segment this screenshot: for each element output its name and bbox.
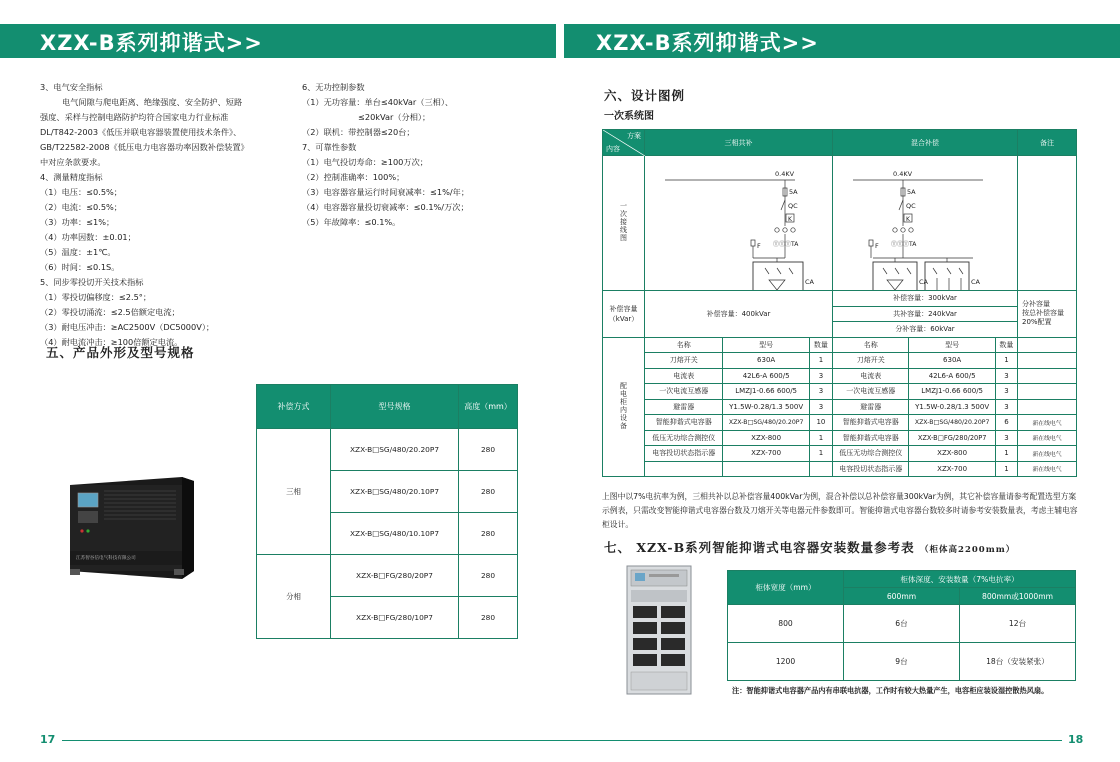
spec-line: 5、同步零投切开关技术指标: [40, 277, 144, 287]
height-cell: 280: [459, 597, 518, 639]
spec-line: DL/T842-2003《低压并联电容器装置使用技术条件》、: [40, 127, 242, 137]
equip-model: XZX-700: [909, 461, 995, 477]
capacitor-cabinet-image: [625, 564, 693, 696]
header-width: 柜体宽度（mm）: [728, 571, 844, 605]
capacity-note: [1018, 291, 1077, 338]
equip-model: XZX-700: [723, 446, 809, 462]
equip-name: 避雷器: [645, 399, 723, 415]
equip-header: 型号: [909, 337, 995, 353]
equip-qty: 10: [809, 415, 832, 431]
specs-right-column: [302, 80, 469, 230]
equip-model: 630A: [909, 353, 995, 369]
equip-qty: [809, 461, 832, 477]
equip-qty: 3: [995, 430, 1017, 446]
model-spec-table: [256, 384, 518, 639]
three-capacity: 补偿容量：400kVar: [645, 291, 833, 338]
spec-line: ≤20kVar（分相）；: [358, 112, 431, 122]
equip-model: LMZJ1-0.66 600/5: [723, 384, 809, 400]
capacity-label-cell: [603, 291, 645, 338]
model-cell: XZX-B□SG/480/20.20P7: [331, 429, 459, 471]
model-cell: XZX-B□FG/280/10P7: [331, 597, 459, 639]
section6-subtitle: 一次系统图: [604, 111, 654, 122]
equip-note: [1018, 368, 1077, 384]
equip-model: XZX-B□FG/280/20P7: [909, 430, 995, 446]
design-table: [602, 129, 1077, 477]
equip-name: 智能抑谐式电容器: [645, 415, 723, 431]
group-cell: 分相: [257, 555, 331, 639]
device-label: 江苏智谷信电气科技有限公司: [76, 556, 136, 561]
right-header-title: XZX-B系列抑谐式>>: [596, 31, 819, 55]
equip-name: 电流表: [645, 368, 723, 384]
spec-line: （6）时间：≤0.1S。: [40, 262, 120, 272]
equip-name: 刀熔开关: [645, 353, 723, 369]
spec-line: （4）电容器容量投切衰减率：≤0.1%/万次；: [302, 202, 469, 212]
equip-qty: 1: [995, 446, 1017, 462]
equip-model: 630A: [723, 353, 809, 369]
footer-rule: [62, 740, 1062, 741]
left-header-banner: [0, 24, 556, 58]
equip-qty: 1: [995, 353, 1017, 369]
group-cell: 三相: [257, 429, 331, 555]
equip-note-header: [1018, 337, 1077, 353]
row-800: 12台: [960, 605, 1076, 643]
spec-line: （5）温度：±1℃。: [40, 247, 116, 257]
equip-model: 42L6-A 600/5: [723, 368, 809, 384]
equip-model: [723, 461, 809, 477]
design-paragraph: 上图中以7%电抗率为例，三相共补以总补偿容量400kVar为例，混合补偿以总补偿容量300kVar为例，其它补偿容量请参考配置选型方案示例表，只需改变智能抑谐式电容器台数及刀熔开关等电器元件参数即可。智能抑谐式电容器台数较多时请参考安装数量表，考虑主辅电容柜设计。: [602, 492, 1078, 529]
equip-header: 数量: [809, 337, 832, 353]
equip-name: 电容投切状态指示器: [645, 446, 723, 462]
three-phase-diagram: [645, 156, 833, 291]
spec-line: （4）功率因数：±0.01；: [40, 232, 136, 242]
equip-name: 避雷器: [833, 399, 909, 415]
ta-label: ⓉⓉⓉTA: [773, 241, 799, 248]
spec-line: （4）耐电流冲击：≥100倍额定电流。: [40, 337, 183, 347]
voltage-label: 0.4KV: [893, 170, 913, 178]
spec-line: （1）电压：≤0.5%；: [40, 187, 122, 197]
equip-qty: 3: [995, 368, 1017, 384]
spec-line: （2）联机：带控制器≤20台；: [302, 127, 415, 137]
row-width: 800: [728, 605, 844, 643]
f-label: F: [875, 242, 879, 250]
section7-title-note: （柜体高2200mm）: [920, 545, 1016, 555]
capacity-label: 补偿容量: [609, 304, 638, 313]
equip-note: 新在线电气: [1018, 446, 1077, 462]
equip-header: 型号: [723, 337, 809, 353]
equip-header: 名称: [833, 337, 909, 353]
ca-label: CA: [971, 278, 980, 286]
qc-label: QC: [906, 202, 916, 210]
equip-name: 一次电流互感器: [833, 384, 909, 400]
col-note: 备注: [1018, 130, 1077, 156]
corner-top: 方案: [627, 132, 641, 140]
mixed-common-capacity: 共补容量：240kVar: [833, 306, 1018, 322]
equip-qty: 1: [809, 446, 832, 462]
model-cell: XZX-B□SG/480/10.10P7: [331, 513, 459, 555]
equip-note: 新在线电气: [1018, 461, 1077, 477]
section6-title: 六、设计图例: [604, 88, 686, 103]
spec-line: （2）零投切涌流：≤2.5倍额定电流；: [40, 307, 180, 317]
spec-line: 电气间隙与爬电距离、绝缘强度、安全防护、短路: [62, 97, 243, 107]
section5-title: 五、产品外形及型号规格: [46, 345, 195, 360]
equip-model: XZX-B□SG/480/20.20P7: [909, 415, 995, 431]
table-header: 型号规格: [331, 385, 459, 429]
ca-label: CA: [805, 278, 814, 286]
spec-line: （5）年故障率：≤0.1%。: [302, 217, 401, 227]
diagram-note-cell: [1018, 156, 1077, 291]
spec-line: （1）电气投切寿命：≥100万次；: [302, 157, 428, 167]
section7-title: [604, 538, 1015, 556]
row-600: 9台: [844, 643, 960, 681]
k-label: K: [906, 216, 910, 223]
equip-qty: 3: [809, 399, 832, 415]
equip-model: Y1.5W-0.28/1.3 500V: [723, 399, 809, 415]
mixed-split-capacity: 分补容量：60kVar: [833, 322, 1018, 338]
equip-model: 42L6-A 600/5: [909, 368, 995, 384]
corner-bottom: 内容: [606, 145, 620, 153]
spec-line: （3）耐电压冲击：≥AC2500V（DC5000V）；: [40, 322, 215, 332]
qc-label: QC: [788, 202, 798, 210]
height-cell: 280: [459, 429, 518, 471]
equip-name: 刀熔开关: [833, 353, 909, 369]
col-mixed: 混合补偿: [833, 130, 1018, 156]
equip-note: [1018, 399, 1077, 415]
right-header-banner: [564, 24, 1120, 58]
spec-line: 7、可靠性参数: [302, 142, 357, 152]
diagram-row-label: 一次接线图: [603, 156, 645, 291]
right-page-number: 18: [1068, 733, 1084, 746]
equip-qty: 1: [809, 353, 832, 369]
capacity-unit: （kVar）: [608, 314, 639, 323]
equip-header: 数量: [995, 337, 1017, 353]
spec-line: 3、电气安全指标: [40, 82, 103, 92]
f-label: F: [757, 242, 761, 250]
fuse-label: 5A: [789, 188, 798, 196]
equip-model: Y1.5W-0.28/1.3 500V: [909, 399, 995, 415]
install-note: 注：智能抑谐式电容器产品内有串联电抗器，工作时有较大热量产生，电容柜应装设湿控散热风扇。: [732, 686, 1049, 695]
equip-model: XZX-B□SG/480/20.20P7: [723, 415, 809, 431]
ta-label: ⓉⓉⓉTA: [891, 241, 917, 248]
equip-model: LMZJ1-0.66 600/5: [909, 384, 995, 400]
spec-line: （2）电流：≤0.5%；: [40, 202, 122, 212]
equip-note: 新在线电气: [1018, 430, 1077, 446]
equip-name: 智能抑谐式电容器: [833, 415, 909, 431]
spec-line: （1）零投切偏移度：≤2.5°；: [40, 292, 152, 302]
mixed-total-capacity: 补偿容量：300kVar: [833, 291, 1018, 307]
table-header: 补偿方式: [257, 385, 331, 429]
height-cell: 280: [459, 555, 518, 597]
equip-qty: 1: [809, 430, 832, 446]
equip-note: [1018, 384, 1077, 400]
k-label: K: [788, 216, 792, 223]
spec-line: 中对应条款要求。: [40, 157, 106, 167]
spec-line: 4、测量精度指标: [40, 172, 103, 182]
row-800: 18台（安装紧张）: [960, 643, 1076, 681]
equip-name: 智能抑谐式电容器: [833, 430, 909, 446]
capacity-note-line: 20%配置: [1022, 318, 1052, 327]
equip-qty: 3: [809, 368, 832, 384]
equip-name: 低压无功综合测控仪: [833, 446, 909, 462]
table-header: 高度（mm）: [459, 385, 518, 429]
spec-line: 强度、采样与控制电路防护均符合国家电力行业标准: [40, 112, 229, 122]
equip-qty: 3: [809, 384, 832, 400]
voltage-label: 0.4KV: [775, 170, 795, 178]
equip-qty: 3: [995, 384, 1017, 400]
row-600: 6台: [844, 605, 960, 643]
fuse-label: 5A: [907, 188, 916, 196]
install-qty-table: [727, 570, 1076, 681]
spec-line: （3）电容器容量运行时间衰减率：≤1%/年；: [302, 187, 470, 197]
equip-name: [645, 461, 723, 477]
equip-qty: 3: [995, 399, 1017, 415]
header-600: 600mm: [844, 588, 960, 605]
height-cell: 280: [459, 471, 518, 513]
equip-name: 电流表: [833, 368, 909, 384]
capacity-note-line: 按总补偿容量: [1022, 309, 1064, 318]
corner-header: [603, 130, 645, 156]
equip-note: 新在线电气: [1018, 415, 1077, 431]
spec-line: （2）控制准确率：100%；: [302, 172, 405, 182]
specs-left-column: [40, 80, 249, 350]
equip-qty: 6: [995, 415, 1017, 431]
equip-qty: 1: [995, 461, 1017, 477]
left-page-number: 17: [40, 733, 56, 746]
col-three-phase: 三相共补: [645, 130, 833, 156]
capacitor-device-image: [64, 471, 198, 579]
equip-model: XZX-800: [723, 430, 809, 446]
row-width: 1200: [728, 643, 844, 681]
capacity-note-line: 分补容量: [1022, 300, 1050, 309]
header-800: 800mm或1000mm: [960, 588, 1076, 605]
equip-name: 低压无功综合测控仪: [645, 430, 723, 446]
mixed-diagram: [833, 156, 1018, 291]
spec-line: （3）功率：≤1%；: [40, 217, 115, 227]
model-cell: XZX-B□FG/280/20P7: [331, 555, 459, 597]
equip-header: 名称: [645, 337, 723, 353]
spec-line: （1）无功容量：单台≤40kVar（三相）、: [302, 97, 454, 107]
equip-name: 一次电流互感器: [645, 384, 723, 400]
equip-model: XZX-800: [909, 446, 995, 462]
equip-name: 电容投切状态指示器: [833, 461, 909, 477]
left-header-title: XZX-B系列抑谐式>>: [40, 31, 263, 55]
equip-note: [1018, 353, 1077, 369]
header-depth: 柜体深度、安装数量（7%电抗率）: [844, 571, 1076, 588]
model-cell: XZX-B□SG/480/20.10P7: [331, 471, 459, 513]
ca-label: CA: [919, 278, 928, 286]
spec-line: 6、无功控制参数: [302, 82, 365, 92]
height-cell: 280: [459, 513, 518, 555]
spec-line: GB/T22582-2008《低压电力电容器功率因数补偿装置》: [40, 142, 249, 152]
section7-title-main: 七、 XZX-B系列智能抑谐式电容器安装数量参考表: [604, 540, 915, 555]
equip-row-label: 配电柜内设备: [603, 337, 645, 477]
